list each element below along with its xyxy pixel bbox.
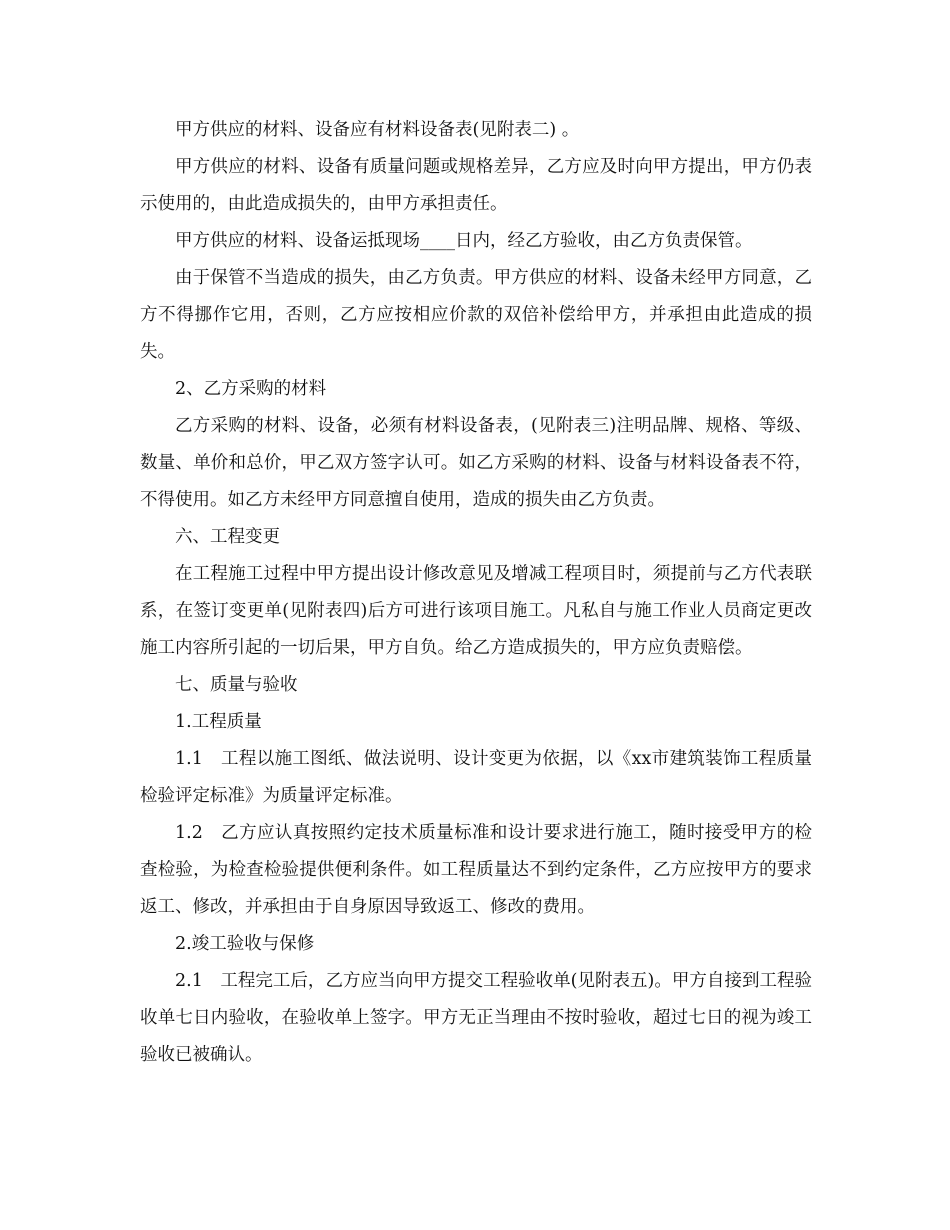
paragraph-clause-2-1: 2.1 工程完工后，乙方应当向甲方提交工程验收单(见附表五)。甲方自接到工程验收单七日内验收，在验收单上签字。甲方无正当理由不按时验收，超过七日的视为竣工验收已被确认。 xyxy=(140,971,812,1065)
paragraph-storage-loss: 由于保管不当造成的损失，由乙方负责。甲方供应的材料、设备未经甲方同意，乙方不得挪作它用，否则，乙方应按相应价款的双倍补偿给甲方，并承担由此造成的损失。 xyxy=(140,268,812,362)
paragraph-clause-1-2: 1.2 乙方应认真按照约定技术质量标准和设计要求进行施工，随时接受甲方的检查检验，为检查检验提供便利条件。如工程质量达不到约定条件，乙方应按甲方的要求返工、修改，并承担由于自身原因导致返工、修改的费用。 xyxy=(140,823,812,917)
paragraph-quality-issue: 甲方供应的材料、设备有质量问题或规格差异，乙方应及时向甲方提出，甲方仍表示使用的，由此造成损失的，由甲方承担责任。 xyxy=(140,157,812,214)
heading-project-quality: 1.工程质量 xyxy=(175,712,262,732)
paragraph-design-change: 在工程施工过程中甲方提出设计修改意见及增减工程项目时，须提前与乙方代表联系，在签订变更单(见附表四)后方可进行该项目施工。凡私自与施工作业人员商定更改施工内容所引起的一切后果，甲方自负。给乙方造成损失的，甲方应负责赔偿。 xyxy=(140,564,812,658)
heading-quality-acceptance: 七、质量与验收 xyxy=(175,675,298,695)
heading-completion-warranty: 2.竣工验收与保修 xyxy=(175,934,315,954)
paragraph-site-acceptance: 甲方供应的材料、设备运抵现场____日内，经乙方验收，由乙方负责保管。 xyxy=(175,231,753,251)
paragraph-party-b-purchase: 乙方采购的材料、设备，必须有材料设备表，(见附表三)注明品牌、规格、等级、数量、单价和总价，甲乙双方签字认可。如乙方采购的材料、设备与材料设备表不符，不得使用。如乙方未经甲方同意擅自使用，造成的损失由乙方负责。 xyxy=(140,416,812,510)
document-page xyxy=(140,112,812,1074)
heading-engineering-change: 六、工程变更 xyxy=(175,527,280,547)
paragraph-clause-1-1: 1.1 工程以施工图纸、做法说明、设计变更为依据，以《xx市建筑装饰工程质量检验评定标准》为质量评定标准。 xyxy=(140,749,812,806)
paragraph-materials-table: 甲方供应的材料、设备应有材料设备表(见附表二) 。 xyxy=(175,120,580,140)
heading-party-b-materials: 2、乙方采购的材料 xyxy=(175,379,327,399)
